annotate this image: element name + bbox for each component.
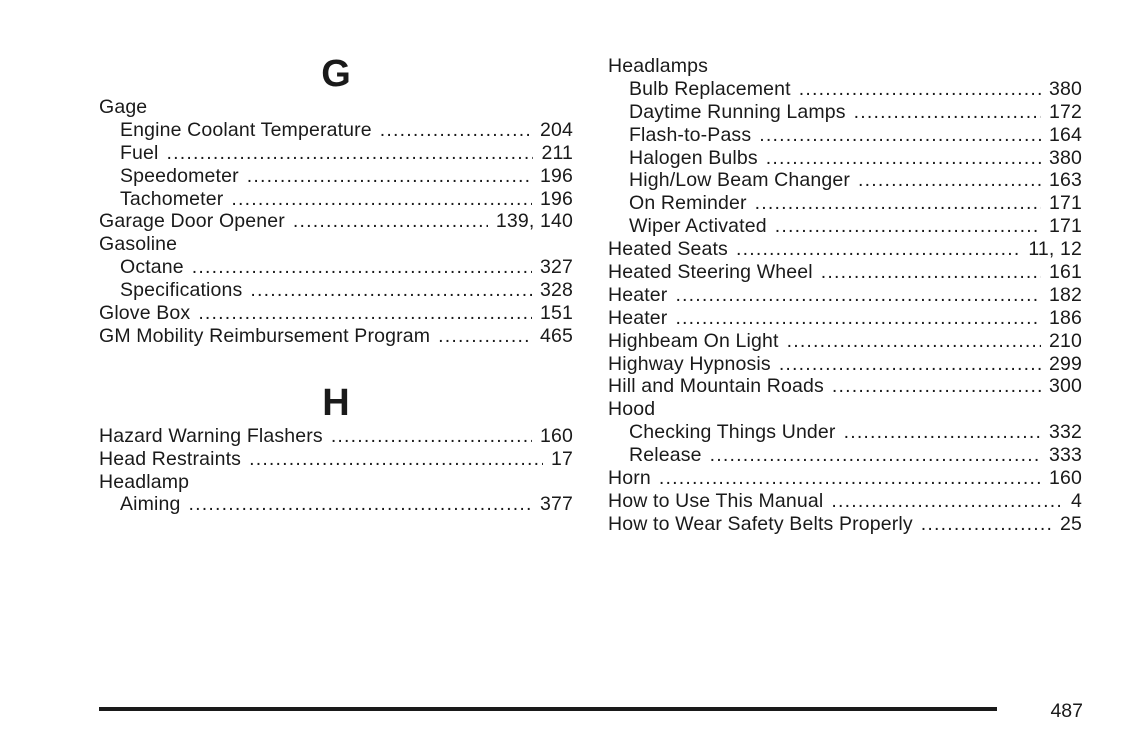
entry-label: Head Restraints [99,447,242,470]
entry-page: 380 [1049,146,1082,169]
entry-page: 210 [1049,329,1082,352]
index-entry [99,256,573,279]
entry-label: Hill and Mountain Roads [608,375,824,398]
index-entry [608,467,1082,490]
index-list-g [99,96,573,348]
index-entry [608,398,1082,421]
entry-label: Horn [608,467,651,490]
dot-leader [675,284,1041,307]
section-letter-h: H [322,381,350,424]
index-entry [608,330,1082,353]
index-entry [608,490,1082,513]
index-entry [608,307,1082,330]
entry-label: Gage [99,96,148,118]
index-entry [608,78,1082,101]
entry-label: Speedometer [120,164,239,187]
dot-leader [787,330,1041,353]
entry-label: Wiper Activated [629,215,767,238]
entry-label: Octane [120,256,184,279]
entry-label: Headlamp [99,470,190,493]
entry-page: 186 [1049,306,1082,329]
index-entry [99,96,573,119]
index-entry [99,325,573,348]
entry-label: How to Wear Safety Belts Properly [608,512,913,535]
entry-label: Highway Hypnosis [608,352,771,375]
entry-page: 25 [1060,512,1082,535]
right-column [608,55,1082,536]
entry-page: 163 [1049,169,1082,192]
dot-leader [775,215,1041,238]
entry-label: Aiming [120,493,181,516]
section-letter-g: G [321,53,351,95]
index-entry [99,165,573,188]
dot-leader [766,147,1041,170]
entry-label: Bulb Replacement [629,77,791,100]
dot-leader [832,375,1041,398]
dot-leader [380,119,532,142]
index-entry [99,188,573,211]
index-entry [608,215,1082,238]
entry-page: 11, 12 [1028,238,1082,261]
entry-page: 299 [1049,352,1082,375]
dot-leader [293,210,488,233]
index-entry [608,192,1082,215]
entry-page: 377 [540,493,573,516]
entry-page: 182 [1049,283,1082,306]
dot-leader [247,165,532,188]
entry-page: 327 [540,256,573,279]
entry-label: How to Use This Manual [608,489,824,512]
entry-page: 211 [541,141,573,164]
dot-leader [710,444,1041,467]
entry-page: 204 [540,118,573,141]
index-list-right [608,55,1082,536]
entry-page: 171 [1049,192,1082,215]
dot-leader [759,124,1041,147]
index-entry [608,353,1082,376]
entry-page: 328 [540,279,573,302]
entry-page: 161 [1049,261,1082,284]
index-entry [608,147,1082,170]
dot-leader [198,302,532,325]
entry-page: 196 [540,187,573,210]
dot-leader [331,425,532,448]
entry-page: 17 [551,447,573,470]
dot-leader [799,78,1041,101]
entry-page: 171 [1049,215,1082,238]
entry-label: Garage Door Opener [99,210,285,233]
entry-label: Headlamps [608,55,708,77]
entry-label: Hood [608,398,656,421]
entry-page: 139, 140 [495,210,573,233]
index-entry [608,261,1082,284]
entry-label: Heater [608,283,668,306]
index-entry [608,101,1082,124]
index-entry [99,471,573,494]
index-entry [608,238,1082,261]
dot-leader [858,169,1041,192]
index-entry [608,284,1082,307]
dot-leader [231,188,532,211]
index-entry [608,444,1082,467]
index-entry [99,210,573,233]
entry-label: Specifications [120,279,243,302]
index-entry [99,448,573,471]
index-entry [99,302,573,325]
index-entry [99,493,573,516]
index-entry [608,375,1082,398]
index-entry [608,55,1082,78]
index-entry [99,425,573,448]
entry-page: 465 [540,324,573,347]
dot-leader [921,513,1052,536]
entry-page: 380 [1049,77,1082,100]
entry-label: Highbeam On Light [608,329,779,352]
entry-page: 300 [1049,375,1082,398]
entry-page: 333 [1049,444,1082,467]
index-entry [99,279,573,302]
entry-page: 172 [1049,100,1082,123]
index-entry [608,169,1082,192]
dot-leader [192,256,532,279]
index-entry [608,421,1082,444]
entry-label: Tachometer [120,187,224,210]
entry-page: 4 [1071,489,1082,512]
page-number: 487 [1050,700,1083,722]
dot-leader [249,448,543,471]
entry-page: 151 [540,302,573,325]
entry-page: 160 [540,424,573,447]
dot-leader [167,142,534,165]
dot-leader [189,493,532,516]
dot-leader [854,101,1041,124]
footer-rule [99,707,997,711]
dot-leader [438,325,532,348]
dot-leader [659,467,1041,490]
dot-leader [755,192,1041,215]
entry-label: High/Low Beam Changer [629,169,851,192]
left-column [99,54,573,516]
entry-label: Daytime Running Lamps [629,100,846,123]
entry-label: Halogen Bulbs [629,146,758,169]
entry-label: Heated Seats [608,238,728,261]
index-entry [99,233,573,256]
dot-leader [844,421,1041,444]
dot-leader [831,490,1063,513]
entry-label: Flash-to-Pass [629,123,752,146]
dot-leader [250,279,532,302]
entry-label: Release [629,444,702,467]
entry-page: 160 [1049,467,1082,490]
dot-leader [821,261,1041,284]
entry-label: Heater [608,306,668,329]
index-entry [99,142,573,165]
entry-label: On Reminder [629,192,747,215]
entry-label: Heated Steering Wheel [608,261,813,284]
entry-label: Hazard Warning Flashers [99,424,323,447]
entry-label: Gasoline [99,233,178,256]
entry-label: GM Mobility Reimbursement Program [99,324,431,347]
index-entry [99,119,573,142]
dot-leader [736,238,1020,261]
entry-label: Glove Box [99,302,191,325]
index-entry [608,124,1082,147]
dot-leader [779,353,1041,376]
entry-label: Engine Coolant Temperature [120,118,372,141]
index-list-h [99,425,573,517]
entry-page: 196 [540,164,573,187]
entry-label: Checking Things Under [629,421,836,444]
dot-leader [675,307,1041,330]
entry-page: 332 [1049,421,1082,444]
entry-page: 164 [1049,123,1082,146]
index-entry [608,513,1082,536]
entry-label: Fuel [120,141,159,164]
